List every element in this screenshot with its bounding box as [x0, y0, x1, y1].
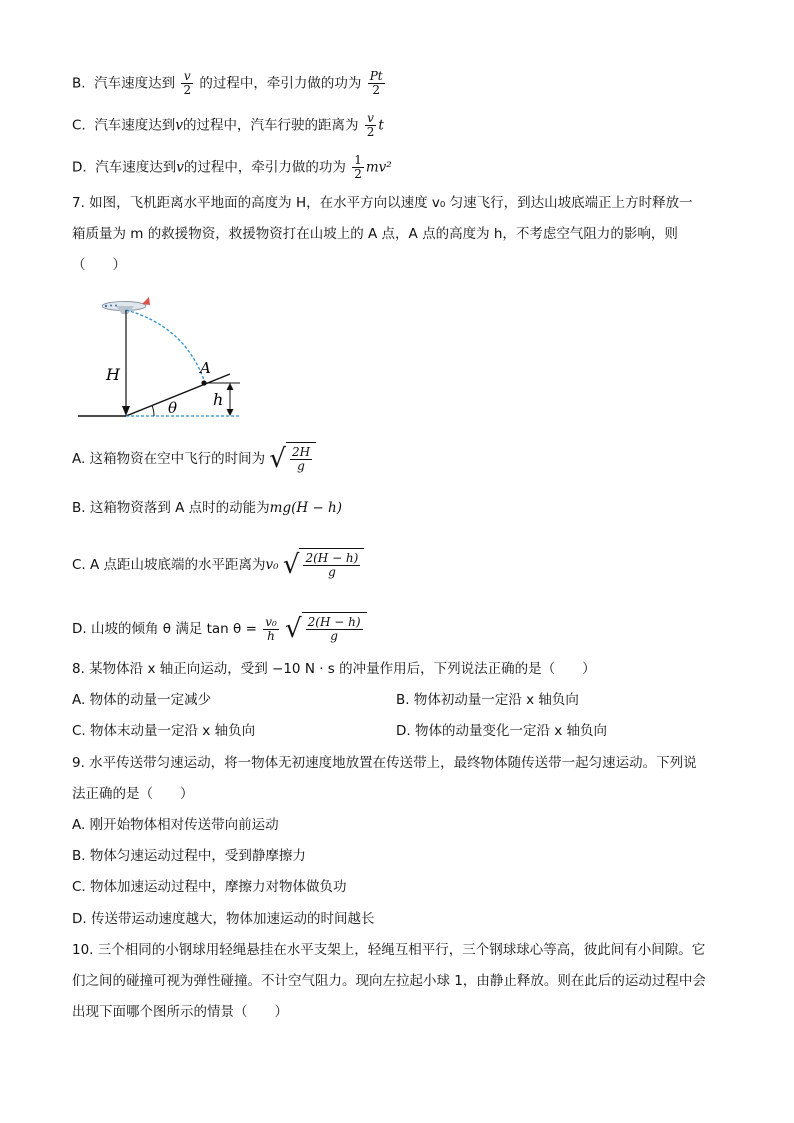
q9-option-c: C. 物体加速运动过程中，摩擦力对物体做负功: [72, 879, 347, 895]
q10-stem-line2: 们之间的碰撞可视为弹性碰撞。不计空气阻力。现向左拉起小球 1，由静止释放。则在此后的运动过程中会: [72, 973, 706, 989]
q7-option-a: A. 这箱物资在空中飞行的时间为 √ $\frac{2H}{g}$: [72, 442, 316, 476]
point-A: [201, 380, 206, 385]
fraction: $\frac{v}{2}$: [183, 69, 192, 97]
q8-option-a: A. 物体的动量一定减少: [72, 692, 212, 708]
label-A: A: [200, 359, 211, 377]
q7-option-c: C. A 点距山坡底端的水平距离为v₀ √ $\frac{2(H - h)}{g}$: [72, 548, 364, 582]
q8-option-c: C. 物体末动量一定沿 x 轴负向: [72, 723, 256, 739]
q8-option-b: B. 物体初动量一定沿 x 轴负向: [396, 692, 579, 708]
q7-option-d: D. 山坡的倾角 θ 满足 tan θ = $\frac{\text{v₀}}{h}$ √ $\frac{2(H - h)}{g}$: [72, 612, 367, 646]
fraction: $\frac{v}{2}$: [366, 111, 375, 139]
sqrt: √ $\frac{2(H - h)}{g}$: [285, 612, 366, 646]
angle-arc: [152, 406, 154, 417]
q7-answer-bracket: （ ）: [72, 257, 126, 273]
label-theta: θ: [168, 399, 178, 417]
q10-stem-line3: 出现下面哪个图所示的情景（ ）: [72, 1004, 288, 1020]
option-c-q6: C. 汽车速度达到v的过程中，汽车行驶的距离为 $\frac{v}{2}$ t: [72, 111, 384, 139]
fraction: $\frac{Pt}{2}$: [369, 69, 383, 97]
q9-option-d: D. 传送带运动速度越大，物体加速运动的时间越长: [72, 911, 375, 927]
q7-option-b: B. 这箱物资落到 A 点时的动能为mg(H − h): [72, 500, 343, 516]
q9-option-a: A. 刚开始物体相对传送带向前运动: [72, 817, 279, 833]
slope-diagram: [72, 292, 252, 424]
trajectory-curve: [126, 310, 204, 380]
q7-figure: [72, 292, 252, 428]
sqrt: √ $\frac{2H}{g}$: [269, 442, 316, 476]
label-h: h: [213, 390, 224, 409]
q9-stem-line2: 法正确的是（ ）: [72, 786, 194, 802]
q9-stem-line1: 9. 水平传送带匀速运动，将一物体无初速度地放置在传送带上，最终物体随传送带一起匀速运动。下列说: [72, 755, 697, 771]
arrow-up-icon: [227, 383, 234, 390]
q7-stem-line1: 7. 如图，飞机距离水平地面的高度为 H，在水平方向以速度 v₀ 匀速飞行，到达山坡底端正上方时释放一: [72, 195, 693, 211]
q9-option-b: B. 物体匀速运动过程中，受到静摩擦力: [72, 848, 306, 864]
label-H: H: [106, 365, 120, 384]
option-b-q6: B. 汽车速度达到 $\frac{v}{2}$ 的过程中，牵引力做的功为 $\frac{Pt}{2}$: [72, 69, 383, 97]
q8-stem: 8. 某物体沿 x 轴正向运动，受到 −10 N · s 的冲量作用后，下列说法正确的是（ ）: [72, 661, 596, 677]
fraction: $\frac{1}{2}$: [354, 153, 362, 181]
arrow-down-icon: [227, 409, 234, 416]
q7-stem-line2: 箱质量为 m 的救援物资，救援物资打在山坡上的 A 点，A 点的高度为 h，不考虑空气阻力的影响，则: [72, 226, 678, 242]
sqrt: √ $\frac{2(H - h)}{g}$: [283, 548, 364, 582]
option-d-q6: D. 汽车速度达到v的过程中，牵引力做的功为 $\frac{1}{2}$ mv²: [72, 153, 392, 181]
q8-option-d: D. 物体的动量变化一定沿 x 轴负向: [396, 723, 608, 739]
fraction: $\frac{\text{v₀}}{h}$: [265, 614, 277, 643]
q10-stem-line1: 10. 三个相同的小钢球用轻绳悬挂在水平支架上，轻绳互相平行，三个钢球球心等高，彼此间有小间隙。它: [72, 942, 706, 958]
